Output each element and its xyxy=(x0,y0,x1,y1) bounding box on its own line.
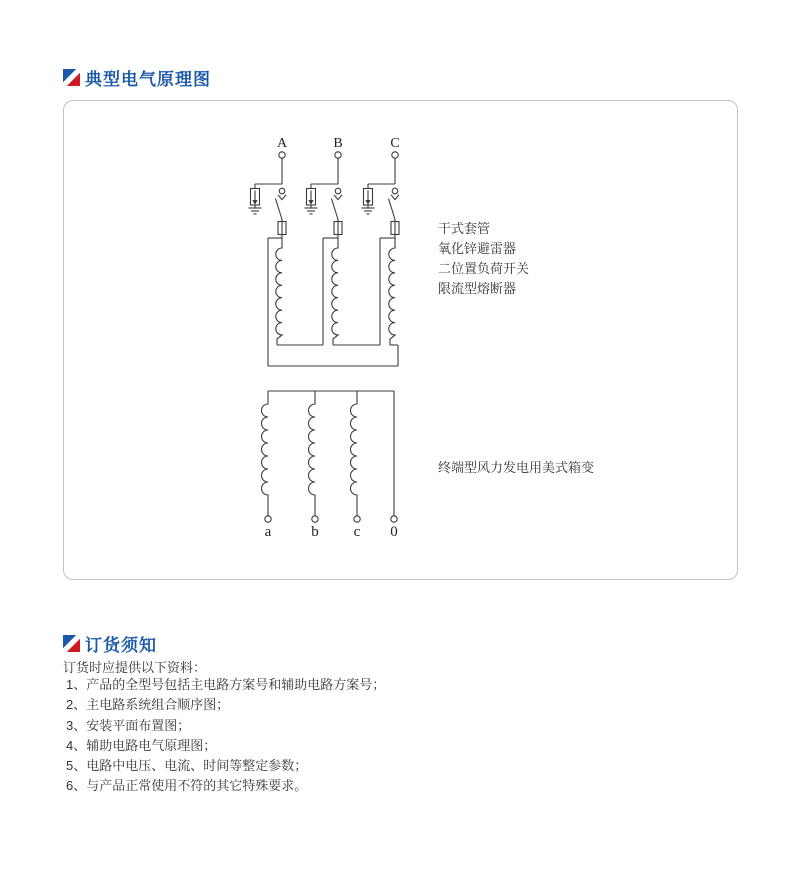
section1-header xyxy=(63,65,211,90)
section2-header xyxy=(63,631,157,656)
order-note-item: 5、电路中电压、电流、时间等整定参数； xyxy=(66,758,308,774)
section1-title: 典型电气原理图 xyxy=(85,70,211,89)
phase-a-hv-terminal xyxy=(279,152,285,158)
phase-a-bushing-contact xyxy=(279,188,285,194)
phase-c-bushing-cup xyxy=(391,195,399,200)
diagram-box xyxy=(63,100,738,580)
component-label-list xyxy=(438,219,529,299)
lv-c-terminal xyxy=(354,516,360,522)
phase-label-B: B xyxy=(333,136,343,151)
secondary-label-b: b xyxy=(311,524,319,540)
phase-c-hv-terminal xyxy=(392,152,398,158)
order-note-item: 4、辅助电路电气原理图； xyxy=(66,737,217,753)
phase-b-switch-blade xyxy=(332,199,339,220)
phase-c-primary-winding xyxy=(389,238,395,345)
lv-c-secondary-winding xyxy=(351,391,358,516)
diagram-caption: 终端型风力发电用美式箱变 xyxy=(438,460,595,475)
lv-b-terminal xyxy=(312,516,318,522)
order-note-list xyxy=(66,675,385,797)
phase-a-switch-blade xyxy=(276,199,283,220)
component-label-load-switch: 二位置负荷开关 xyxy=(438,261,530,276)
secondary-label-neutral: 0 xyxy=(390,524,398,540)
phase-b-arrester-arrow-head xyxy=(308,200,313,205)
phase-c-switch-blade xyxy=(389,199,396,220)
secondary-label-c: c xyxy=(353,524,361,540)
electrical-schematic-drawing xyxy=(64,101,737,579)
secondary-label-a: a xyxy=(264,524,272,540)
phase-b-hv-terminal xyxy=(335,152,341,158)
lv-a-secondary-winding xyxy=(262,391,269,516)
phase-a-primary-winding xyxy=(276,238,282,345)
lv-b-secondary-winding xyxy=(309,391,316,516)
order-note-item: 3、安装平面布置图； xyxy=(66,717,191,733)
section-marker-icon xyxy=(63,69,80,86)
phase-b-bushing-cup xyxy=(334,195,342,200)
section-marker-icon xyxy=(63,635,80,652)
phase-a-bushing-cup xyxy=(278,195,286,200)
order-note-item: 6、与产品正常使用不符的其它特殊要求。 xyxy=(66,778,308,794)
lv-neutral-terminal xyxy=(391,516,397,522)
phase-b-primary-winding xyxy=(332,238,338,345)
phase-c-arrester-arrow-head xyxy=(365,200,370,205)
phase-a-arrester-arrow-head xyxy=(252,200,257,205)
order-note-item: 2、主电路系统组合顺序图； xyxy=(66,697,230,713)
order-note-item: 1、产品的全型号包括主电路方案号和辅助电路方案号； xyxy=(66,677,386,692)
phase-c-bushing-contact xyxy=(392,188,398,194)
order-intro: 订货时应提供以下资料： xyxy=(63,660,207,675)
phase-label-A: A xyxy=(276,136,288,151)
lv-a-terminal xyxy=(265,516,271,522)
component-label-fuse: 限流型熔断器 xyxy=(438,281,517,296)
component-label-arrester: 氧化锌避雷器 xyxy=(438,241,517,256)
section2-title: 订货须知 xyxy=(85,636,157,655)
phase-b-bushing-contact xyxy=(335,188,341,194)
component-label-bushing: 干式套管 xyxy=(438,221,491,236)
phase-label-C: C xyxy=(390,136,400,151)
